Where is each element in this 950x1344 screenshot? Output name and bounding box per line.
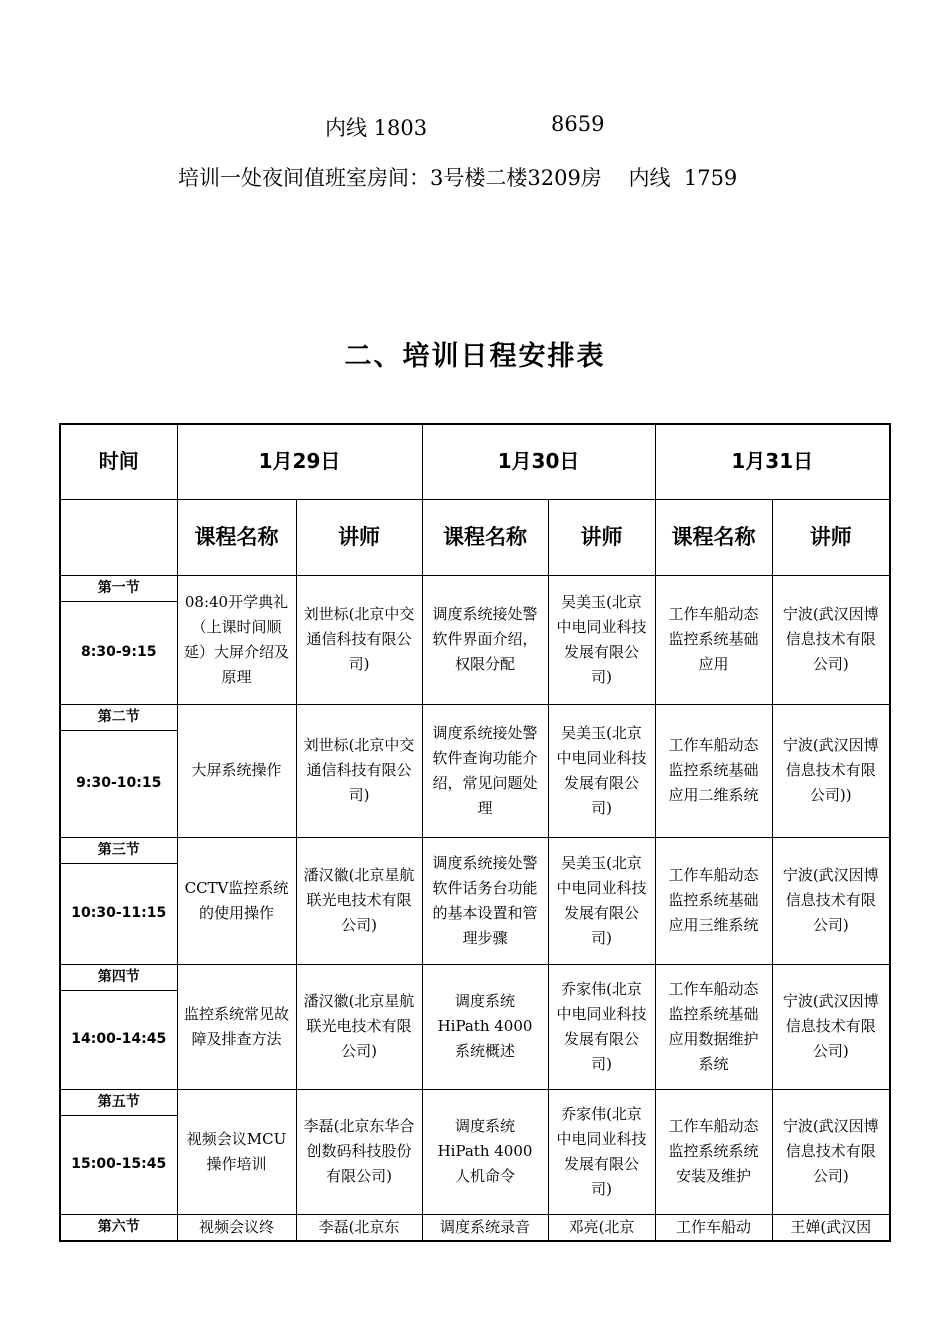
- course-cell: 工作车船动态监控系统基础应用三维系统: [655, 837, 772, 964]
- lecturer-cell: 潘汉徽(北京星航联光电技术有限公司): [296, 837, 422, 964]
- lecturer-cell: 刘世标(北京中交通信科技有限公司): [296, 575, 422, 704]
- slot-row: [60, 964, 890, 990]
- course-header: 课程名称: [422, 499, 548, 575]
- date-header-jan30: 1月30日: [422, 424, 655, 499]
- course-header: 课程名称: [655, 499, 772, 575]
- lecturer-cell: 李磊(北京东华合创数码科技股份有限公司): [296, 1089, 422, 1214]
- slot-row: [60, 837, 890, 863]
- lecturer-cell: 乔家伟(北京中电同业科技发展有限公司): [548, 1089, 655, 1214]
- lecturer-cell: 邓亮(北京: [548, 1214, 655, 1241]
- course-cell: 调度系统录音: [422, 1214, 548, 1241]
- lecturer-cell: 王婵(武汉因: [772, 1214, 890, 1241]
- slot-time: 10:30-11:15: [60, 863, 177, 964]
- course-cell: 调度系统接处警软件查询功能介绍，常见问题处理: [422, 704, 548, 837]
- date-header-jan29: 1月29日: [177, 424, 422, 499]
- section-title: 二、培训日程安排表: [344, 341, 606, 372]
- date-header-row: [60, 424, 890, 499]
- course-cell: 调度系统 HiPath 4000 人机命令: [422, 1089, 548, 1214]
- lecturer-cell: 潘汉徽(北京星航联光电技术有限公司): [296, 964, 422, 1089]
- empty-header-cell: [60, 499, 177, 575]
- slot-row-partial: [60, 1214, 890, 1241]
- schedule-table: [59, 423, 891, 1242]
- slot-row: [60, 1089, 890, 1115]
- lecturer-header: 讲师: [296, 499, 422, 575]
- slot-label: 第二节: [60, 704, 177, 730]
- time-header: 时间: [60, 424, 177, 499]
- course-cell: CCTV监控系统的使用操作: [177, 837, 296, 964]
- night-duty-room-line: 培训一处夜间值班室房间：3号楼二楼3209房 内线 1759: [178, 166, 738, 190]
- slot-label: 第五节: [60, 1089, 177, 1115]
- course-cell: 调度系统 HiPath 4000 系统概述: [422, 964, 548, 1089]
- lecturer-cell: 李磊(北京东: [296, 1214, 422, 1241]
- course-header: 课程名称: [177, 499, 296, 575]
- course-cell: 工作车船动态监控系统基础应用数据维护系统: [655, 964, 772, 1089]
- slot-time: 8:30-9:15: [60, 601, 177, 704]
- column-header-row: [60, 499, 890, 575]
- lecturer-cell: 宁波(武汉因博信息技术有限公司): [772, 1089, 890, 1214]
- course-cell: 视频会议终: [177, 1214, 296, 1241]
- lecturer-cell: 宁波(武汉因博信息技术有限公司): [772, 837, 890, 964]
- course-cell: 工作车船动态监控系统基础应用: [655, 575, 772, 704]
- phone-extension-label: 内线 1803: [325, 116, 428, 140]
- lecturer-cell: 乔家伟(北京中电同业科技发展有限公司): [548, 964, 655, 1089]
- course-cell: 工作车船动: [655, 1214, 772, 1241]
- lecturer-cell: 吴美玉(北京中电同业科技发展有限公司): [548, 575, 655, 704]
- slot-label: 第四节: [60, 964, 177, 990]
- lecturer-cell: 宁波(武汉因博信息技术有限公司): [772, 575, 890, 704]
- course-cell: 视频会议MCU操作培训: [177, 1089, 296, 1214]
- lecturer-header: 讲师: [772, 499, 890, 575]
- course-cell: 工作车船动态监控系统基础应用二维系统: [655, 704, 772, 837]
- course-cell: 调度系统接处警软件话务台功能的基本设置和管理步骤: [422, 837, 548, 964]
- lecturer-cell: 吴美玉(北京中电同业科技发展有限公司): [548, 704, 655, 837]
- course-cell: 监控系统常见故障及排查方法: [177, 964, 296, 1089]
- slot-time: 9:30-10:15: [60, 730, 177, 837]
- phone-extension-number: 8659: [551, 112, 605, 136]
- date-header-jan31: 1月31日: [655, 424, 890, 499]
- slot-label: 第一节: [60, 575, 177, 601]
- lecturer-cell: 刘世标(北京中交通信科技有限公司): [296, 704, 422, 837]
- lecturer-cell: 吴美玉(北京中电同业科技发展有限公司): [548, 837, 655, 964]
- slot-time: 15:00-15:45: [60, 1115, 177, 1214]
- slot-label: 第三节: [60, 837, 177, 863]
- course-cell: 工作车船动态监控系统系统安装及维护: [655, 1089, 772, 1214]
- slot-label: 第六节: [60, 1214, 177, 1241]
- course-cell: 调度系统接处警软件界面介绍，权限分配: [422, 575, 548, 704]
- lecturer-cell: 宁波(武汉因博信息技术有限公司): [772, 964, 890, 1089]
- lecturer-cell: 宁波(武汉因博信息技术有限公司)): [772, 704, 890, 837]
- course-cell: 大屏系统操作: [177, 704, 296, 837]
- slot-row: [60, 575, 890, 601]
- slot-time: 14:00-14:45: [60, 990, 177, 1089]
- course-cell: 08:40开学典礼（上课时间顺延）大屏介绍及原理: [177, 575, 296, 704]
- lecturer-header: 讲师: [548, 499, 655, 575]
- slot-row: [60, 704, 890, 730]
